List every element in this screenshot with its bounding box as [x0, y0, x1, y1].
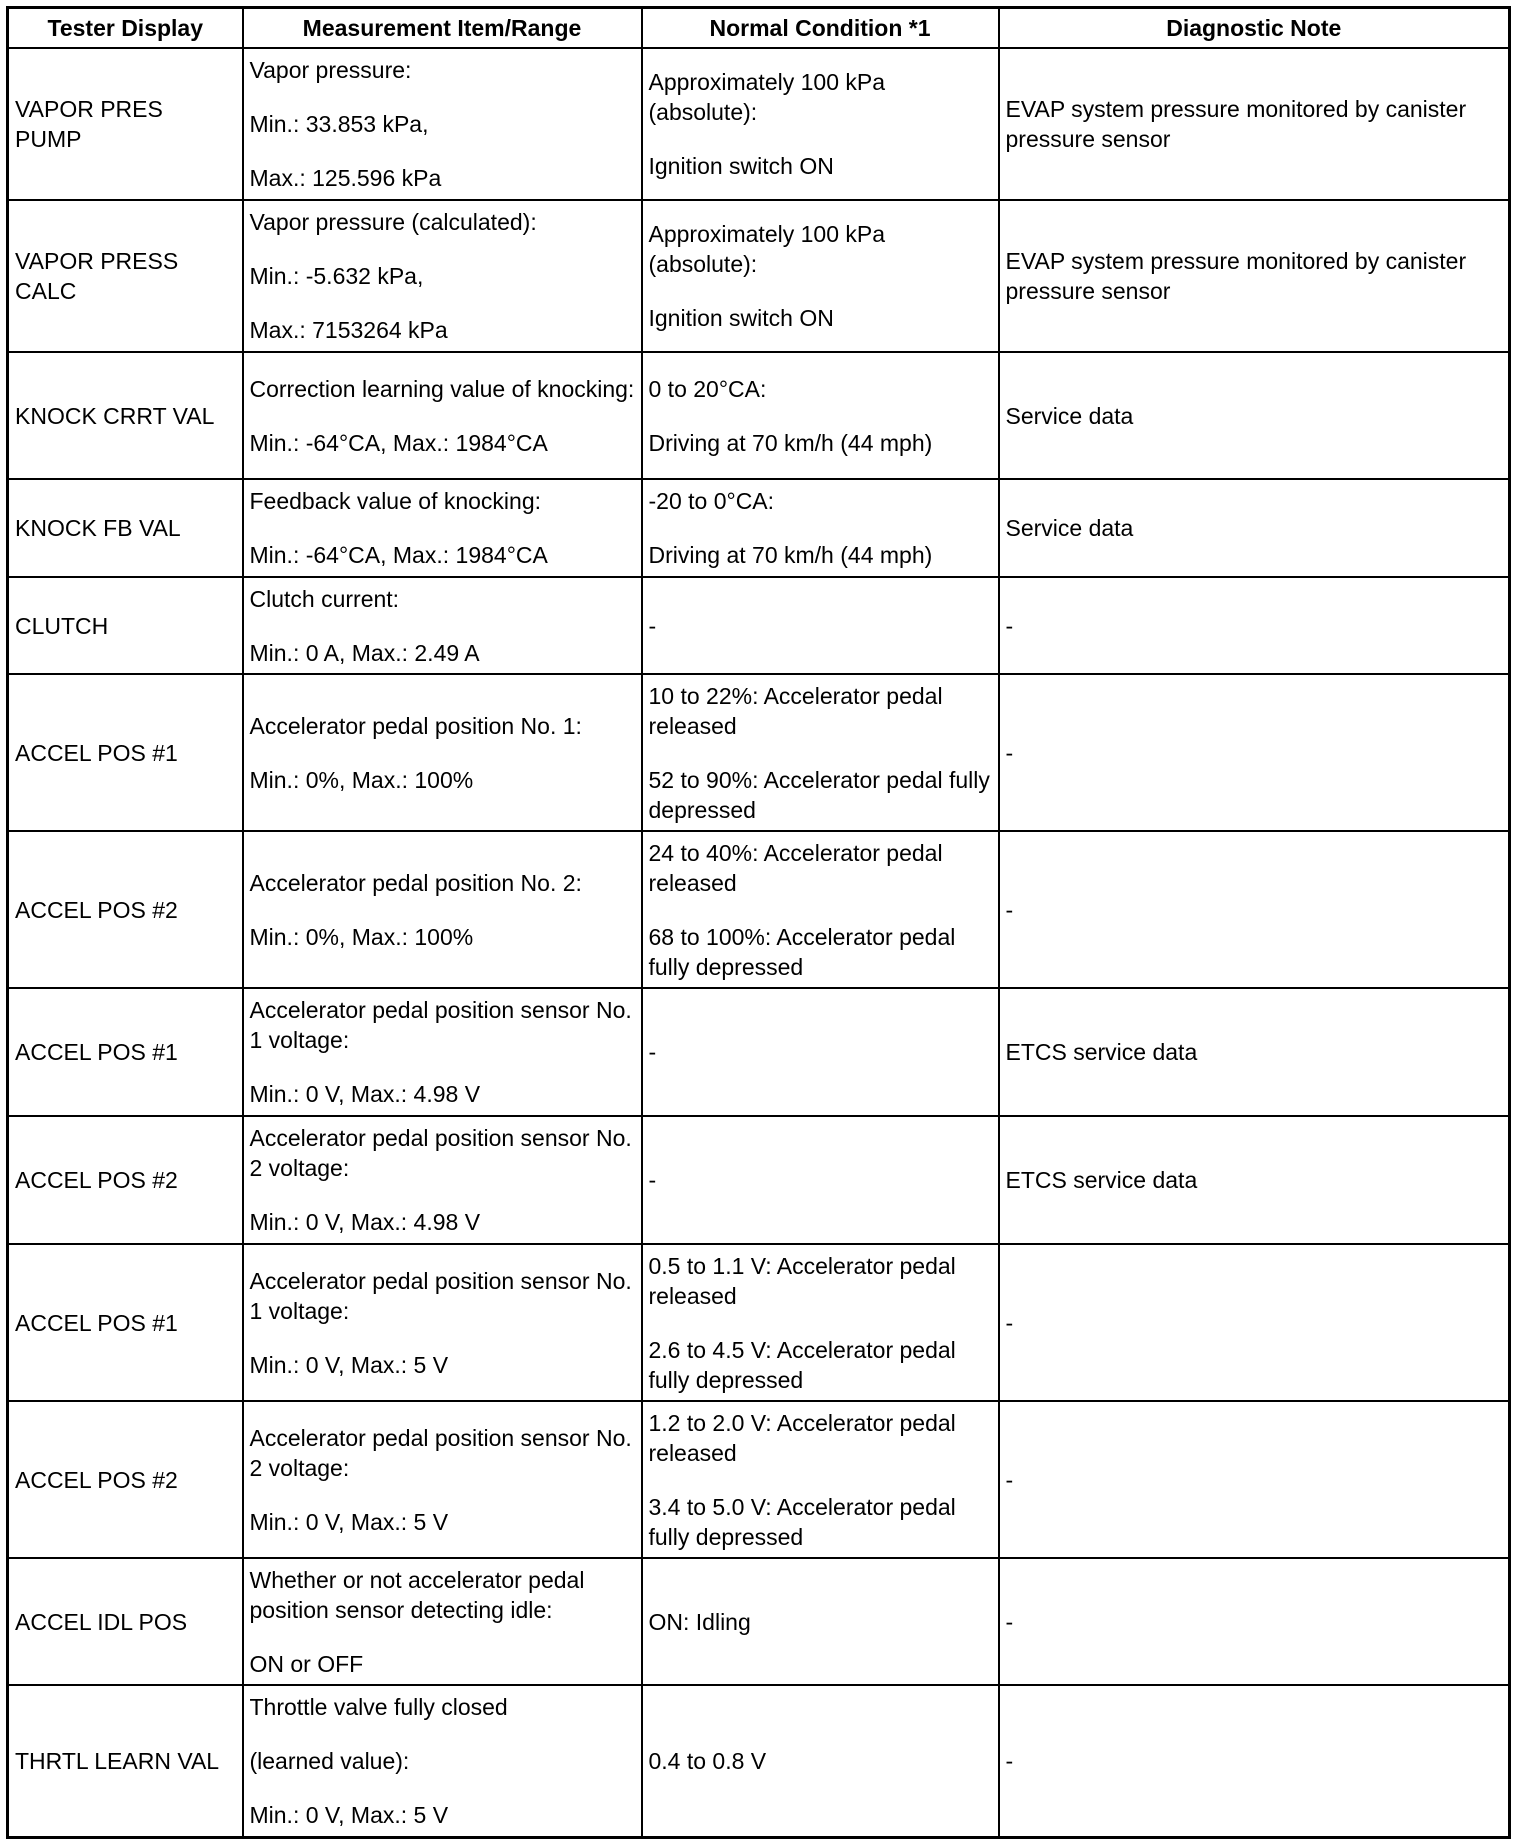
- measurement-item-cell-line: Min.: 0 V, Max.: 5 V: [249, 1508, 449, 1535]
- measurement-item-cell-line: Min.: -64°CA, Max.: 1984°CA: [249, 429, 548, 456]
- normal-condition-cell-line: Approximately 100 kPa (absolute):: [648, 221, 886, 277]
- table-row: [8, 352, 1510, 479]
- measurement-item-cell: [243, 352, 642, 479]
- measurement-item-cell-line: Max.: 7153264 kPa: [249, 317, 448, 343]
- header-tester-display: Tester Display: [8, 8, 243, 49]
- measurement-item-cell: [243, 1558, 642, 1685]
- normal-condition-cell-line: -: [648, 1167, 657, 1193]
- measurement-item-cell: [243, 1685, 642, 1837]
- measurement-item-cell: [243, 988, 642, 1116]
- paragraph-gap: [250, 1776, 635, 1800]
- table-row: [8, 1401, 1510, 1558]
- measurement-item-cell-line: Correction learning value of knocking:: [249, 375, 635, 402]
- normal-condition-cell: [642, 1244, 999, 1401]
- paragraph-gap: [250, 291, 635, 315]
- table-body: [8, 48, 1510, 1837]
- measurement-item-cell: [243, 577, 642, 674]
- header-row: [8, 8, 1510, 49]
- tester-display-cell: THRTL LEARN VAL: [8, 1685, 243, 1837]
- measurement-item-cell-line: Vapor pressure (calculated):: [249, 209, 537, 235]
- measurement-item-cell-line: Min.: 0 V, Max.: 4.98 V: [249, 1081, 481, 1107]
- normal-condition-cell-line: ON: Idling: [648, 1608, 751, 1635]
- normal-condition-cell-line: 0.5 to 1.1 V: Accelerator pedal released: [648, 1252, 956, 1309]
- measurement-item-cell: [243, 1116, 642, 1244]
- paragraph-gap: [649, 279, 992, 303]
- paragraph-gap: [649, 516, 992, 540]
- diagnostic-note-cell: -: [999, 1401, 1510, 1558]
- header-measurement-item: Measurement Item/Range: [243, 8, 642, 49]
- normal-condition-cell: [642, 200, 999, 352]
- measurement-item-cell-line: Min.: 33.853 kPa,: [249, 111, 429, 137]
- normal-condition-cell-line: 24 to 40%: Accelerator pedal released: [648, 839, 943, 896]
- normal-condition-cell-line: 10 to 22%: Accelerator pedal released: [648, 682, 943, 739]
- measurement-item-cell: [243, 831, 642, 988]
- normal-condition-cell-line: -20 to 0°CA:: [648, 488, 775, 514]
- table-row: [8, 1558, 1510, 1685]
- normal-condition-cell: [642, 1685, 999, 1837]
- table-row: [8, 200, 1510, 352]
- paragraph-gap: [250, 1183, 635, 1207]
- measurement-item-cell: [243, 200, 642, 352]
- diagnostic-note-cell: ETCS service data: [999, 1116, 1510, 1244]
- normal-condition-cell-line: 3.4 to 5.0 V: Accelerator pedal fully depressed: [648, 1493, 956, 1550]
- measurement-item-cell-line: Vapor pressure:: [249, 57, 412, 83]
- diagnostic-note-cell: Service data: [999, 479, 1510, 577]
- measurement-item-cell-line: Throttle valve fully closed: [249, 1693, 508, 1720]
- paragraph-gap: [250, 614, 635, 638]
- diagnostic-note-cell: ETCS service data: [999, 988, 1510, 1116]
- table-row: [8, 479, 1510, 577]
- table-row: [8, 831, 1510, 988]
- paragraph-gap: [649, 1468, 992, 1492]
- tester-display-cell: ACCEL POS #2: [8, 1116, 243, 1244]
- table-row: [8, 674, 1510, 831]
- paragraph-gap: [649, 741, 992, 765]
- normal-condition-cell-line: -: [648, 612, 657, 639]
- measurement-item-cell: [243, 479, 642, 577]
- measurement-item-cell-line: Accelerator pedal position sensor No. 1 voltage:: [249, 997, 632, 1053]
- paragraph-gap: [250, 898, 635, 922]
- measurement-item-cell: [243, 48, 642, 200]
- table-row: [8, 1116, 1510, 1244]
- diagnostic-note-cell: -: [999, 674, 1510, 831]
- table-wrapper: [6, 6, 1511, 1839]
- paragraph-gap: [250, 1722, 635, 1746]
- paragraph-gap: [250, 404, 635, 428]
- normal-condition-cell: [642, 352, 999, 479]
- diagnostic-note-cell: -: [999, 1244, 1510, 1401]
- diagnostic-note-cell: -: [999, 1685, 1510, 1837]
- normal-condition-cell: [642, 1401, 999, 1558]
- tester-display-cell: KNOCK CRRT VAL: [8, 352, 243, 479]
- normal-condition-cell: [642, 1116, 999, 1244]
- normal-condition-cell-line: 52 to 90%: Accelerator pedal fully depressed: [648, 766, 990, 823]
- table-row: [8, 1685, 1510, 1837]
- normal-condition-cell-line: Ignition switch ON: [648, 305, 834, 331]
- tester-display-cell: ACCEL POS #2: [8, 1401, 243, 1558]
- normal-condition-cell: [642, 479, 999, 577]
- table-row: [8, 577, 1510, 674]
- measurement-item-cell-line: Min.: 0 V, Max.: 5 V: [249, 1351, 449, 1378]
- paragraph-gap: [250, 1483, 635, 1507]
- normal-condition-cell-line: -: [648, 1039, 657, 1065]
- diagnostic-note-cell: EVAP system pressure monitored by canister pressure sensor: [999, 200, 1510, 352]
- paragraph-gap: [250, 139, 635, 163]
- measurement-item-cell-line: Min.: -64°CA, Max.: 1984°CA: [249, 542, 548, 568]
- diagnostic-note-cell: EVAP system pressure monitored by canister pressure sensor: [999, 48, 1510, 200]
- measurement-item-cell-line: Min.: 0%, Max.: 100%: [249, 766, 474, 793]
- measurement-item-cell-line: Accelerator pedal position sensor No. 1 voltage:: [249, 1267, 632, 1324]
- measurement-item-cell: [243, 674, 642, 831]
- measurement-item-cell-line: Accelerator pedal position No. 1:: [249, 712, 582, 739]
- measurement-item-cell-line: Accelerator pedal position sensor No. 2 voltage:: [249, 1424, 632, 1481]
- measurement-item-cell-line: (learned value):: [249, 1747, 410, 1774]
- diagnostic-note-cell: -: [999, 1558, 1510, 1685]
- diagnostic-note-cell: -: [999, 577, 1510, 674]
- tester-display-cell: ACCEL POS #1: [8, 988, 243, 1116]
- tester-display-cell: ACCEL IDL POS: [8, 1558, 243, 1685]
- measurement-item-cell-line: Min.: 0 A, Max.: 2.49 A: [249, 639, 480, 666]
- measurement-item-cell: [243, 1244, 642, 1401]
- paragraph-gap: [649, 127, 992, 151]
- measurement-item-cell-line: Accelerator pedal position sensor No. 2 voltage:: [249, 1125, 632, 1181]
- tester-display-cell: KNOCK FB VAL: [8, 479, 243, 577]
- normal-condition-cell: [642, 48, 999, 200]
- tester-display-cell: ACCEL POS #1: [8, 674, 243, 831]
- paragraph-gap: [250, 741, 635, 765]
- tester-display-cell: CLUTCH: [8, 577, 243, 674]
- tester-display-cell: VAPOR PRES PUMP: [8, 48, 243, 200]
- normal-condition-cell-line: 1.2 to 2.0 V: Accelerator pedal released: [648, 1409, 956, 1466]
- diagnostic-note-cell: Service data: [999, 352, 1510, 479]
- paragraph-gap: [649, 1311, 992, 1335]
- measurement-item-cell-line: Min.: -5.632 kPa,: [249, 263, 424, 289]
- table-row: [8, 1244, 1510, 1401]
- normal-condition-cell: [642, 988, 999, 1116]
- tester-display-cell: VAPOR PRESS CALC: [8, 200, 243, 352]
- normal-condition-cell-line: 0 to 20°CA:: [648, 375, 767, 402]
- paragraph-gap: [250, 516, 635, 540]
- tester-display-cell: ACCEL POS #1: [8, 1244, 243, 1401]
- tester-display-cell: ACCEL POS #2: [8, 831, 243, 988]
- table-row: [8, 48, 1510, 200]
- normal-condition-cell-line: 2.6 to 4.5 V: Accelerator pedal fully depressed: [648, 1336, 956, 1393]
- normal-condition-cell-line: Approximately 100 kPa (absolute):: [648, 69, 886, 125]
- measurement-item-cell: [243, 1401, 642, 1558]
- normal-condition-cell-line: Ignition switch ON: [648, 153, 834, 179]
- measurement-item-cell-line: Whether or not accelerator pedal position sensor detecting idle:: [249, 1566, 585, 1623]
- measurement-item-cell-line: Max.: 125.596 kPa: [249, 165, 442, 191]
- diagnostic-note-cell: -: [999, 831, 1510, 988]
- measurement-item-cell-line: Min.: 0 V, Max.: 4.98 V: [249, 1209, 481, 1235]
- measurement-item-cell-line: Feedback value of knocking:: [249, 488, 542, 514]
- measurement-item-cell-line: Clutch current:: [249, 585, 400, 612]
- normal-condition-cell-line: 68 to 100%: Accelerator pedal fully depressed: [648, 923, 956, 980]
- paragraph-gap: [250, 1326, 635, 1350]
- table-row: [8, 988, 1510, 1116]
- measurement-item-cell-line: Min.: 0 V, Max.: 5 V: [249, 1801, 449, 1828]
- paragraph-gap: [250, 237, 635, 261]
- normal-condition-cell-line: Driving at 70 km/h (44 mph): [648, 542, 933, 568]
- paragraph-gap: [649, 898, 992, 922]
- header-diagnostic-note: Diagnostic Note: [999, 8, 1510, 49]
- normal-condition-cell: [642, 577, 999, 674]
- normal-condition-cell: [642, 831, 999, 988]
- paragraph-gap: [250, 1625, 635, 1649]
- normal-condition-cell: [642, 674, 999, 831]
- normal-condition-cell-line: 0.4 to 0.8 V: [648, 1747, 767, 1774]
- normal-condition-cell-line: Driving at 70 km/h (44 mph): [648, 429, 933, 456]
- paragraph-gap: [649, 404, 992, 428]
- header-normal-condition: Normal Condition *1: [642, 8, 999, 49]
- measurement-item-cell-line: Min.: 0%, Max.: 100%: [249, 923, 474, 950]
- paragraph-gap: [250, 85, 635, 109]
- normal-condition-cell: [642, 1558, 999, 1685]
- measurement-item-cell-line: Accelerator pedal position No. 2:: [249, 869, 582, 896]
- measurement-item-cell-line: ON or OFF: [249, 1650, 364, 1677]
- data-list-table: [6, 6, 1511, 1839]
- paragraph-gap: [250, 1055, 635, 1079]
